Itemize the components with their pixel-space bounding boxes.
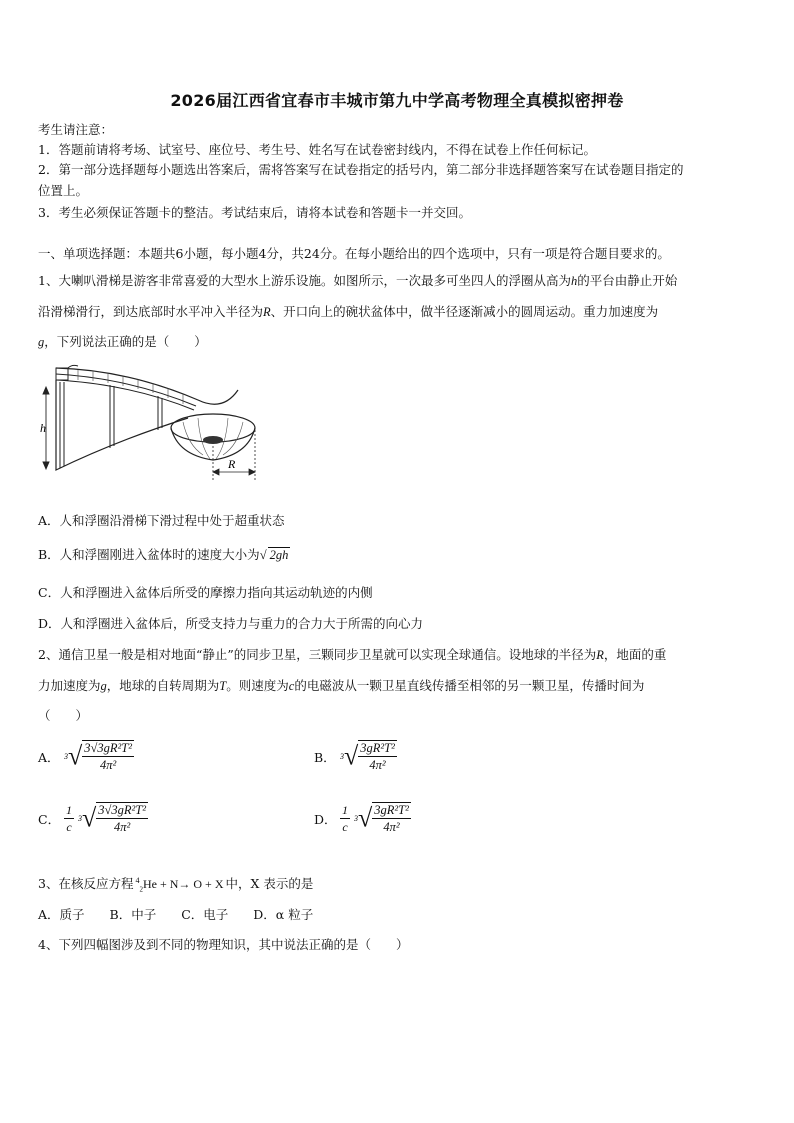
notice-item-1: 1．答题前请将考场、试室号、座位号、考生号、姓名写在试卷密封线内，不得在试卷上作任何标记。 [38,142,596,157]
formula-fraction [372,802,411,835]
q2-stem-line2 [38,676,644,694]
formula-denominator: 4π² [369,758,386,772]
q2-text: 2、通信卫星一般是相对地面“静止”的同步卫星，三颗同步卫星就可以实现全球通信。设地球的半径为 [38,647,597,662]
formula-fraction [358,740,397,773]
notice-heading: 考生请注意： [38,122,114,137]
q3-text: 3、在核反应方程 [38,876,134,891]
q2-option-a [38,740,134,773]
q1-option-b-text: B．人和浮圈刚进入盆体时的速度大小为 [38,547,260,562]
water-slide-figure [38,360,278,485]
q3-options: A．质子 B．中子 C．电子 D．α 粒子 [38,907,314,922]
nuclear-equation: $^4_2$He + N→ O + X [135,876,224,894]
q1-text: ，下列说法正确的是（ ） [44,334,207,349]
var-c: c [288,679,295,693]
option-label: C． [38,811,61,827]
formula-numerator: 3gR²T² [360,741,395,755]
coefficient-fraction [340,803,350,835]
q1-option-c: C．人和浮圈进入盆体后所受的摩擦力指向其运动轨迹的内侧 [38,585,373,600]
radical-sign: √ [81,803,97,833]
radical-sign: √ [343,741,359,771]
section-heading: 一、单项选择题：本题共6小题，每小题4分，共24分。在每小题给出的四个选项中，只有一项是符合题目要求的。 [38,246,670,261]
q2-option-c [38,802,148,835]
q2-text: ，地面的重 [603,647,667,662]
q2-stem-line3: （ ） [38,708,89,723]
figure-label-R: R [228,457,236,471]
q4-stem: 4、下列四幅图涉及到不同的物理知识，其中说法正确的是（ ） [38,937,409,952]
nuclear-equation-text: He + N→ O + X [142,877,224,891]
formula-denominator: 4π² [383,820,400,834]
var-h: h [570,274,578,288]
formula-numerator: 3√3gR²T² [84,741,132,755]
q2-option-d [314,802,411,835]
q2-text: 。则速度为 [226,678,289,693]
option-label: D． [314,811,337,827]
q1-stem-line1 [38,271,677,289]
root-index: 3 [77,814,82,823]
formula-numerator: 3√3gR²T² [98,803,146,817]
q2-text: ，地球的自转周期为 [106,678,220,693]
page-title: 2026届江西省宜春市丰城市第九中学高考物理全真模拟密押卷 [170,91,624,110]
sqrt-sign: √ [259,548,267,562]
var-g: g [38,335,45,349]
q1-stem-line3 [38,332,207,350]
q1-stem-line2 [38,302,658,320]
var-g: g [100,679,107,693]
q1-option-b-expr: 2gh [269,548,289,562]
formula-denominator: 4π² [99,758,117,772]
radical-sign: √ [67,741,83,771]
formula-fraction [96,802,148,835]
figure-label-h: h [40,421,46,435]
var-R: R [596,648,604,662]
q2-text: 的电磁波从一颗卫星直线传播至相邻的另一颗卫星，传播时间为 [294,678,645,693]
notice-item-2-cont: 位置上。 [38,183,89,198]
formula-fraction [82,740,134,773]
root-index: 3 [353,814,358,823]
coefficient-numerator: 1 [65,802,72,817]
notice-item-3: 3．考生必须保证答题卡的整洁。考试结束后，请将本试卷和答题卡一并交回。 [38,205,471,220]
q1-text: 沿滑梯滑行，到达底部时水平冲入半径为 [38,304,264,319]
coefficient-denominator: c [66,819,72,834]
option-label: B． [314,749,336,765]
coefficient-denominator: c [342,819,348,834]
q1-text: 、开口向上的碗状盆体中，做半径逐渐减小的圆周运动。重力加速度为 [270,304,659,319]
formula-numerator: 3gR²T² [374,803,409,817]
radical-sign: √ [357,803,373,833]
formula-denominator: 4π² [113,820,131,834]
q1-option-d: D．人和浮圈进入盆体后，所受支持力与重力的合力大于所需的向心力 [38,616,424,631]
q3-stem [38,874,313,893]
q2-stem-line1 [38,645,666,663]
coefficient-numerator: 1 [341,802,348,817]
notice-item-2: 2．第一部分选择题每小题选出答案后，需将答案写在试卷指定的括号内，第二部分非选择题答案写在试卷题目指定的 [38,162,684,177]
coefficient-fraction [64,803,74,835]
q1-option-a: A．人和浮圈沿滑梯下滑过程中处于超重状态 [38,513,285,528]
q2-option-b [314,740,397,773]
q2-text: 力加速度为 [38,678,101,693]
q3-text: 中，X 表示的是 [225,876,314,891]
q1-text: 1、大喇叭滑梯是游客非常喜爱的大型水上游乐设施。如图所示，一次最多可坐四人的浮圈从高为 [38,273,571,288]
var-R: R [263,305,271,319]
root-index: 3 [63,752,68,761]
q1-text: 的平台由静止开始 [577,273,678,288]
root-index: 3 [339,752,344,761]
var-T: T [219,679,227,693]
option-label: A． [38,749,60,765]
q1-option-b [38,545,290,563]
